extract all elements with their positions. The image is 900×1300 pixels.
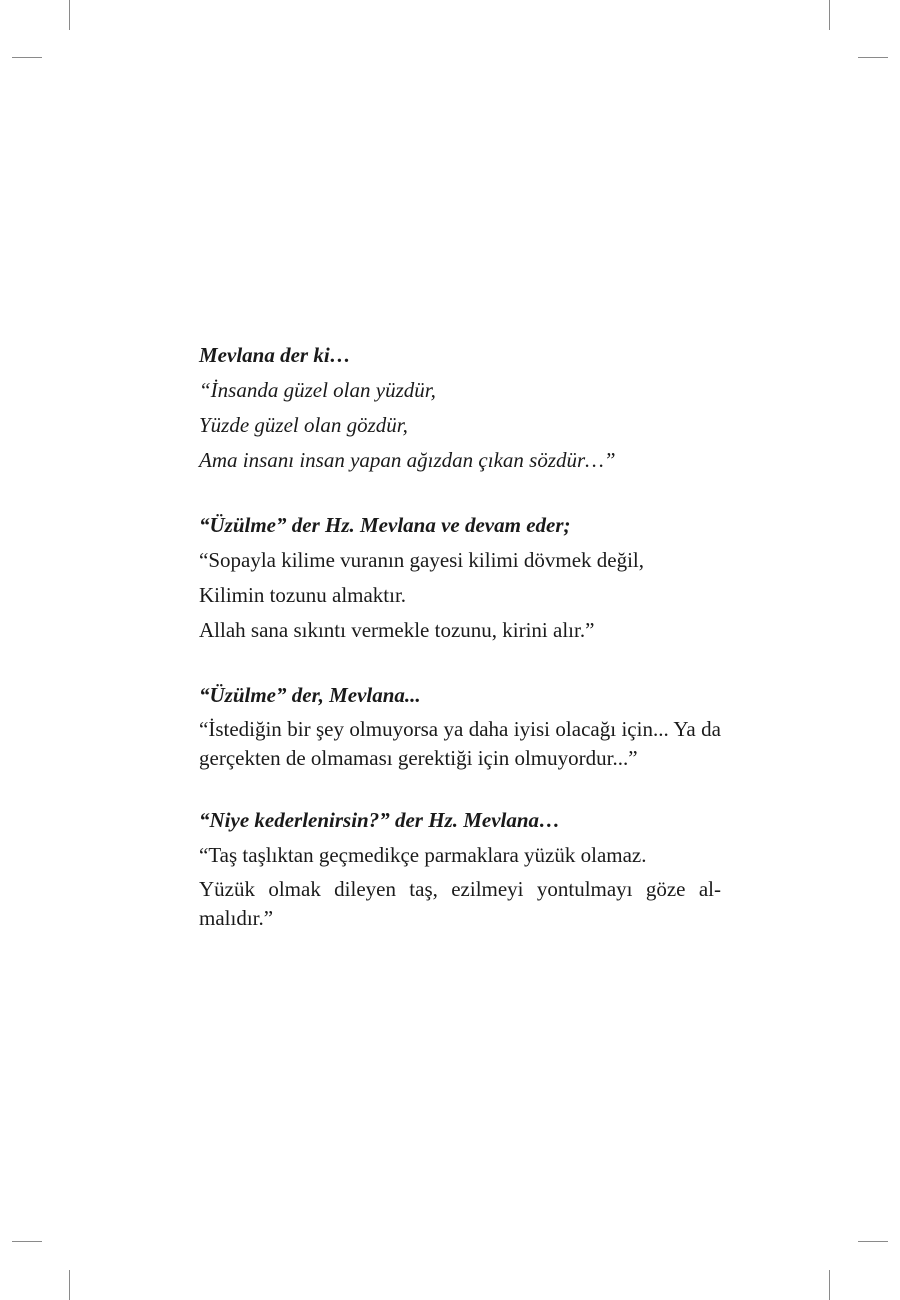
crop-mark-top-left xyxy=(69,0,70,30)
section-heading: “Üzülme” der Hz. Mevlana ve devam eder; xyxy=(199,513,571,537)
quote-line: “İnsanda güzel olan yüzdür, xyxy=(199,378,436,402)
quote-section-1 xyxy=(199,338,721,478)
page-body xyxy=(199,338,721,963)
section-heading: Mevlana der ki… xyxy=(199,343,351,367)
quote-paragraph: Yüzük olmak dileyen taş, ezilmeyi yontulmayı göze al-malıdır.” xyxy=(199,877,721,930)
crop-mark-right-bottom xyxy=(858,1241,888,1242)
quote-line: “Sopayla kilime vuranın gayesi kilimi dövmek değil, xyxy=(199,548,644,572)
quote-line: Allah sana sıkıntı vermekle tozunu, kirini alır.” xyxy=(199,618,595,642)
crop-mark-right-top xyxy=(858,57,888,58)
quote-line: Yüzde güzel olan gözdür, xyxy=(199,413,408,437)
section-heading: “Niye kederlenirsin?” der Hz. Mevlana… xyxy=(199,808,561,832)
crop-mark-bottom-right xyxy=(829,1270,830,1300)
quote-paragraph: “İstediğin bir şey olmuyorsa ya daha iyisi olacağı için... Ya da gerçekten de olmaması gerektiği için olmuyordur...” xyxy=(199,717,721,770)
crop-mark-left-bottom xyxy=(12,1241,42,1242)
quote-line: “Taş taşlıktan geçmedikçe parmaklara yüzük olamaz. xyxy=(199,843,647,867)
section-heading: “Üzülme” der, Mevlana... xyxy=(199,683,421,707)
crop-mark-left-top xyxy=(12,57,42,58)
quote-section-3 xyxy=(199,678,721,773)
crop-mark-top-right xyxy=(829,0,830,30)
quote-section-2 xyxy=(199,508,721,648)
quote-line: Kilimin tozunu almaktır. xyxy=(199,583,407,607)
crop-mark-bottom-left xyxy=(69,1270,70,1300)
quote-line: Ama insanı insan yapan ağızdan çıkan sözdür…” xyxy=(199,448,616,472)
quote-section-4 xyxy=(199,803,721,933)
